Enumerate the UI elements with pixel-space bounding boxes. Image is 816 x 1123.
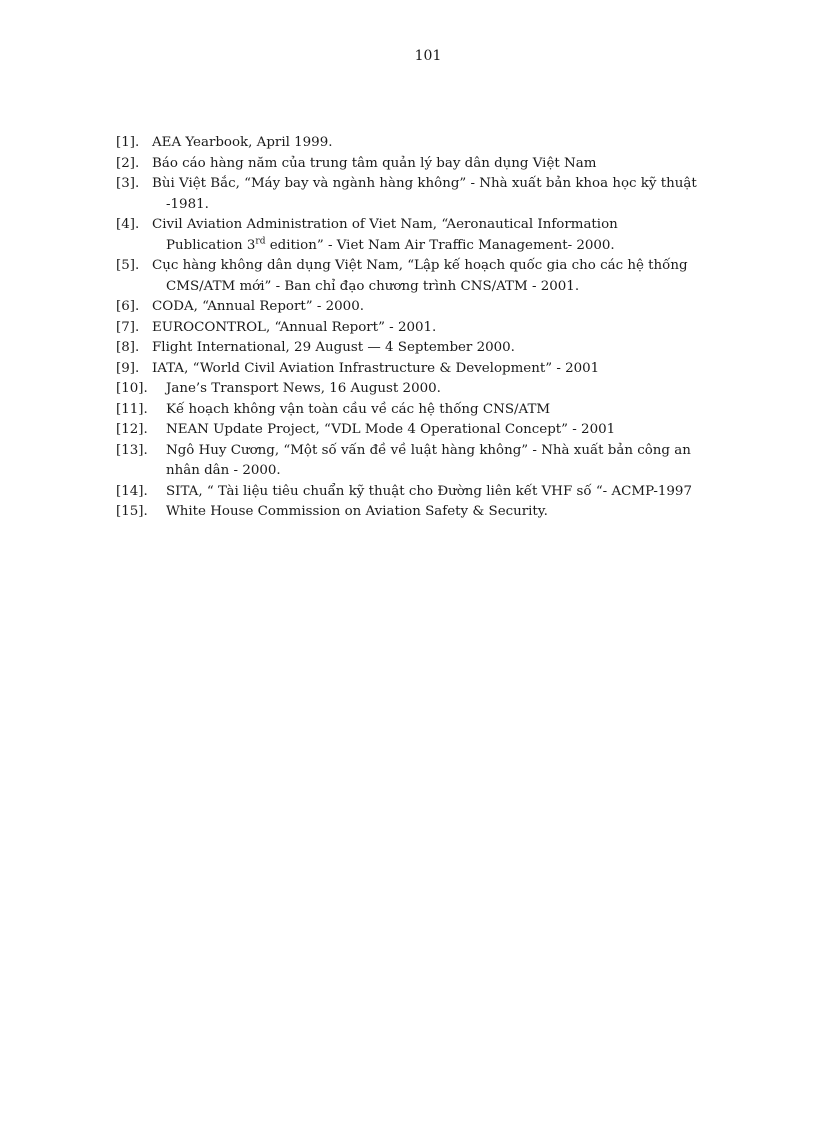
reference-line: White House Commission on Aviation Safety & Security. xyxy=(166,504,548,519)
reference-line: Kế hoạch không vận toàn cầu về các hệ thống CNS/ATM xyxy=(166,401,551,417)
reference-text xyxy=(166,441,746,482)
reference-item xyxy=(116,379,746,400)
reference-number: [10]. xyxy=(116,381,148,396)
reference-text xyxy=(166,379,746,400)
reference-line: Ngô Huy Cương, “Một số vấn đề về luật hàng không” - Nhà xuất bản công an xyxy=(166,442,691,458)
reference-item xyxy=(116,297,746,318)
reference-item xyxy=(116,482,746,503)
reference-line: Báo cáo hàng năm của trung tâm quản lý bay dân dụng Việt Nam xyxy=(152,155,597,171)
reference-number: [11]. xyxy=(116,401,148,417)
reference-text xyxy=(166,502,746,523)
reference-item xyxy=(116,441,746,482)
reference-item xyxy=(116,318,746,339)
reference-text xyxy=(152,359,746,380)
reference-line-part: edition” - Viet Nam Air Traffic Management- 2000. xyxy=(265,237,615,253)
reference-number: [14]. xyxy=(116,483,148,499)
reference-item xyxy=(116,359,746,380)
reference-number: [3]. xyxy=(116,176,140,191)
reference-line: IATA, “World Civil Aviation Infrastructure & Development” - 2001 xyxy=(152,360,600,376)
reference-line: EUROCONTROL, “Annual Report” - 2001. xyxy=(152,319,437,335)
reference-line: AEA Yearbook, April 1999. xyxy=(152,135,333,150)
reference-line: Civil Aviation Administration of Viet Nam, “Aeronautical Information xyxy=(152,217,618,232)
reference-text xyxy=(152,318,746,339)
reference-line: Jane’s Transport News, 16 August 2000. xyxy=(166,381,441,396)
reference-text xyxy=(166,482,746,503)
reference-line: Cục hàng không dân dụng Việt Nam, “Lập kế hoạch quốc gia cho các hệ thống xyxy=(152,258,688,273)
reference-line-continued: CMS/ATM mới” - Ban chỉ đạo chương trình CNS/ATM - 2001. xyxy=(166,278,580,294)
reference-line-continued: nhân dân - 2000. xyxy=(166,463,281,478)
reference-item xyxy=(116,502,746,523)
reference-line: Bùi Việt Bắc, “Máy bay và ngành hàng không” - Nhà xuất bản khoa học kỹ thuật xyxy=(152,176,697,191)
reference-line: Flight International, 29 August — 4 September 2000. xyxy=(152,340,515,355)
reference-item xyxy=(116,154,746,175)
reference-line: NEAN Update Project, “VDL Mode 4 Operational Concept” - 2001 xyxy=(166,422,616,437)
reference-text xyxy=(152,256,746,297)
reference-number: [1]. xyxy=(116,135,140,150)
reference-text xyxy=(152,215,746,256)
reference-number: [4]. xyxy=(116,217,140,232)
reference-item xyxy=(116,133,746,154)
reference-item xyxy=(116,215,746,256)
reference-number: [9]. xyxy=(116,360,140,376)
reference-number: [8]. xyxy=(116,340,140,355)
reference-list xyxy=(116,133,746,523)
reference-number: [5]. xyxy=(116,258,140,273)
reference-text xyxy=(152,154,746,175)
reference-text xyxy=(152,133,746,154)
reference-line-part: Publication 3 xyxy=(166,237,256,253)
reference-number: [15]. xyxy=(116,504,148,519)
reference-number: [6]. xyxy=(116,299,140,314)
reference-line-continued xyxy=(152,236,746,257)
reference-number: [7]. xyxy=(116,319,140,335)
reference-item xyxy=(116,256,746,297)
reference-text xyxy=(166,400,746,421)
reference-number: [13]. xyxy=(116,442,148,458)
reference-text xyxy=(152,297,746,318)
reference-text xyxy=(152,338,746,359)
reference-line: CODA, “Annual Report” - 2000. xyxy=(152,299,364,314)
reference-number: [2]. xyxy=(116,155,140,171)
reference-item xyxy=(116,400,746,421)
reference-text xyxy=(152,174,746,215)
reference-number: [12]. xyxy=(116,422,148,437)
page-number: 101 xyxy=(414,48,442,64)
superscript: rd xyxy=(255,236,266,247)
reference-line-continued: -1981. xyxy=(166,196,209,212)
reference-line: SITA, “ Tài liệu tiêu chuẩn kỹ thuật cho Đường liên kết VHF số “- ACMP-1997 xyxy=(166,483,692,499)
reference-item xyxy=(116,338,746,359)
reference-text xyxy=(166,420,746,441)
reference-item xyxy=(116,174,746,215)
reference-item xyxy=(116,420,746,441)
